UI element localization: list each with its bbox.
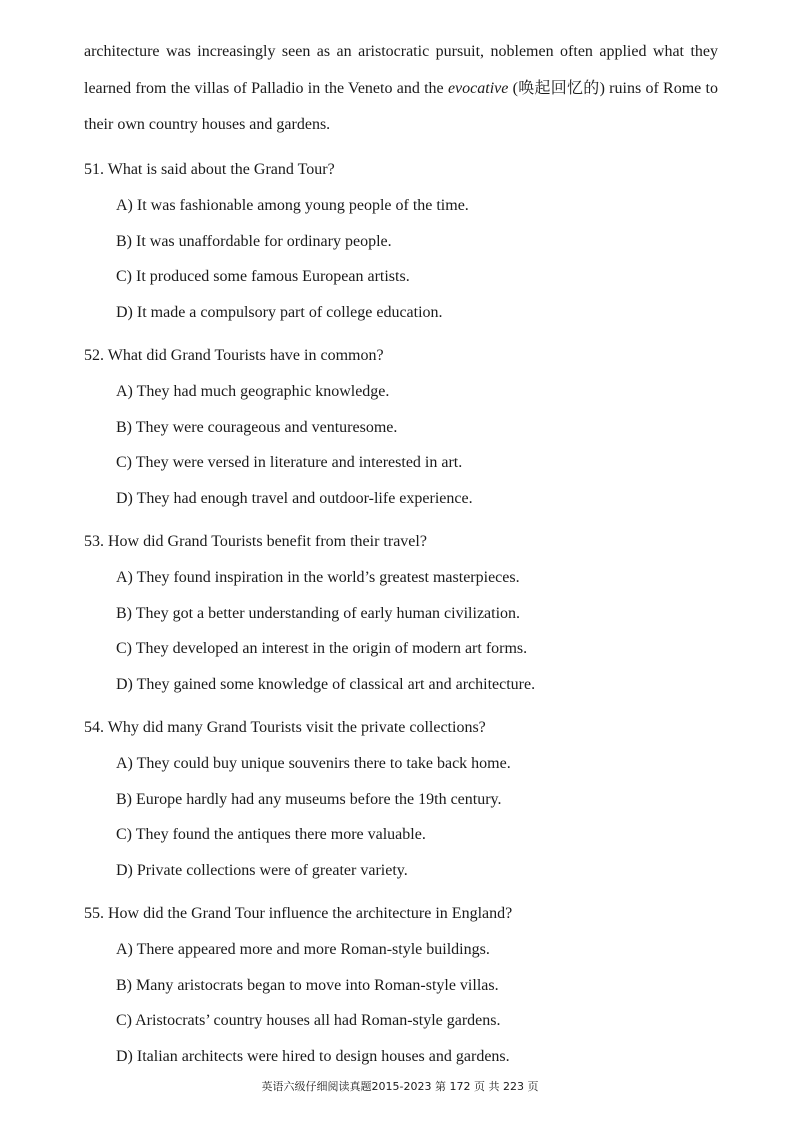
- question-stem: 54. Why did many Grand Tourists visit the private collections?: [84, 719, 486, 736]
- option-b: B) They were courageous and venturesome.: [116, 418, 398, 436]
- option-b: B) They got a better understanding of early human civilization.: [116, 604, 521, 622]
- option-a: A) They had much geographic knowledge.: [116, 383, 390, 400]
- option-b: B) Europe hardly had any museums before the 19th century.: [116, 790, 502, 808]
- option-c: C) They found the antiques there more valuable.: [116, 826, 426, 844]
- question-53: [84, 532, 744, 710]
- option-d: D) Italian architects were hired to design houses and gardens.: [116, 1047, 510, 1065]
- option-b: B) Many aristocrats began to move into Roman-style villas.: [116, 976, 499, 994]
- option-a: A) They found inspiration in the world’s greatest masterpieces.: [116, 569, 520, 586]
- question-stem: 53. How did Grand Tourists benefit from their travel?: [84, 533, 427, 550]
- option-c: C) They were versed in literature and interested in art.: [116, 454, 463, 472]
- question-stem: 52. What did Grand Tourists have in common?: [84, 347, 384, 364]
- question-51: [84, 160, 744, 338]
- question-52: [84, 346, 744, 524]
- passage-italic-word: evocative: [447, 79, 509, 97]
- passage-paragraph: [84, 34, 718, 144]
- option-c: C) They developed an interest in the origin of modern art forms.: [116, 640, 528, 658]
- option-a: A) It was fashionable among young people of the time.: [116, 197, 469, 214]
- passage-text-before: architecture was increasingly seen as an aristocratic pursuit, noblemen often applied what they learned from the villas of Palladio in the Veneto and the: [84, 43, 718, 97]
- option-b: B) It was unaffordable for ordinary people.: [116, 232, 392, 250]
- option-d: D) They had enough travel and outdoor-life experience.: [116, 489, 473, 507]
- passage-gloss: (唤起回忆的): [508, 79, 605, 97]
- option-c: C) It produced some famous European artists.: [116, 268, 410, 286]
- option-c: C) Aristocrats’ country houses all had Roman-style gardens.: [116, 1012, 501, 1030]
- option-d: D) Private collections were of greater variety.: [116, 861, 408, 879]
- option-d: D) They gained some knowledge of classical art and architecture.: [116, 675, 536, 693]
- question-54: [84, 718, 744, 896]
- option-a: A) There appeared more and more Roman-style buildings.: [116, 941, 490, 958]
- question-55: [84, 904, 744, 1082]
- question-stem: 55. How did the Grand Tour influence the architecture in England?: [84, 905, 513, 922]
- passage-text-after: ruins of Rome to their own country houses and gardens.: [84, 79, 718, 133]
- option-a: A) They could buy unique souvenirs there to take back home.: [116, 755, 511, 772]
- question-stem: 51. What is said about the Grand Tour?: [84, 161, 335, 178]
- option-d: D) It made a compulsory part of college education.: [116, 303, 443, 321]
- page-footer: 英语六级仔细阅读真题2015-2023 第 172 页 共 223 页: [261, 1080, 539, 1093]
